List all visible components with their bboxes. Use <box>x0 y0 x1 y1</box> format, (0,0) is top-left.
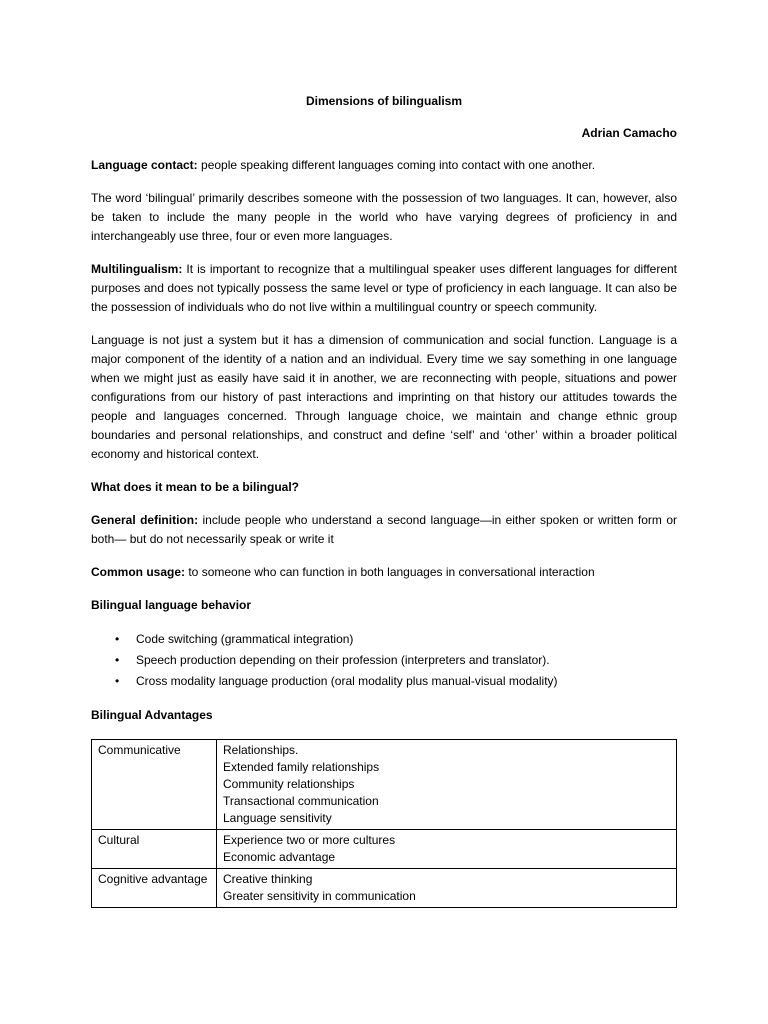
term-general-definition: General definition: <box>91 513 199 527</box>
list-item: • Code switching (grammatical integration) <box>136 629 677 650</box>
paragraph-common-usage <box>91 563 677 582</box>
paragraph-language-contact <box>91 156 677 175</box>
table-cell-items: Creative thinking Greater sensitivity in communication <box>217 869 677 908</box>
document-title: Dimensions of bilingualism <box>305 94 463 108</box>
term-common-usage: Common usage: <box>91 565 186 579</box>
definition-multilingualism: It is important to recognize that a multilingual speaker uses different languages for different purposes and does not typically possess the same level or type of proficiency in each language. It can also be the possession of individuals who do not live within a multilingual country or speech community. <box>91 262 677 314</box>
table-cell-category: Cultural <box>92 830 217 869</box>
heading-behavior: Bilingual language behavior <box>91 598 252 612</box>
term-multilingualism: Multilingualism: <box>91 262 183 276</box>
definition-common-usage: to someone who can function in both languages in conversational interaction <box>185 565 595 579</box>
table-cell-category: Communicative <box>92 740 217 830</box>
table-row <box>92 830 677 869</box>
definition-general: include people who understand a second language—in either spoken or written form or both— but do not necessarily speak or write it <box>91 513 678 546</box>
bullet-icon: • <box>115 632 120 646</box>
table-cell-category: Cognitive advantage <box>92 869 217 908</box>
definition-language-contact: people speaking different languages coming into contact with one another. <box>197 158 596 172</box>
term-language-contact: Language contact: <box>91 158 198 172</box>
paragraph-multilingualism <box>91 260 677 317</box>
table-row <box>92 869 677 908</box>
paragraph-bilingual-word: The word ‘bilingual’ primarily describes someone with the possession of two languages. It can, however, also be taken to include the many people in the world who have varying degrees of proficiency in and interchangeably use three, four or even more languages. <box>91 191 677 243</box>
bullet-icon: • <box>115 674 120 688</box>
heading-what-does-it-mean: What does it mean to be a bilingual? <box>91 480 300 494</box>
document-author: Adrian Camacho <box>581 126 677 140</box>
table-cell-items: Experience two or more cultures Economic advantage <box>217 830 677 869</box>
table-cell-items: Relationships. Extended family relationships Community relationships Transactional communication Language sensitivity <box>217 740 677 830</box>
advantages-table <box>91 739 677 908</box>
list-item: • Cross modality language production (oral modality plus manual-visual modality) <box>136 671 677 692</box>
table-row <box>92 740 677 830</box>
list-item: • Speech production depending on their profession (interpreters and translator). <box>136 650 677 671</box>
paragraph-language-system: Language is not just a system but it has a dimension of communication and social function. Language is a major component of the identity of a nation and an individual. Every time we say something in one language when we might just as easily have said it in another, we are reconnecting with people, situations and power configurations from our history of past interactions and imprinting on that history our attitudes towards the people and languages concerned. Through language choice, we maintain and change ethnic group boundaries and personal relationships, and construct and define ‘self’ and ‘other’ within a broader political economy and historical context. <box>91 333 677 461</box>
bullet-icon: • <box>115 653 120 667</box>
paragraph-general-definition <box>91 511 677 549</box>
heading-advantages: Bilingual Advantages <box>91 708 213 722</box>
behavior-list <box>91 629 677 692</box>
